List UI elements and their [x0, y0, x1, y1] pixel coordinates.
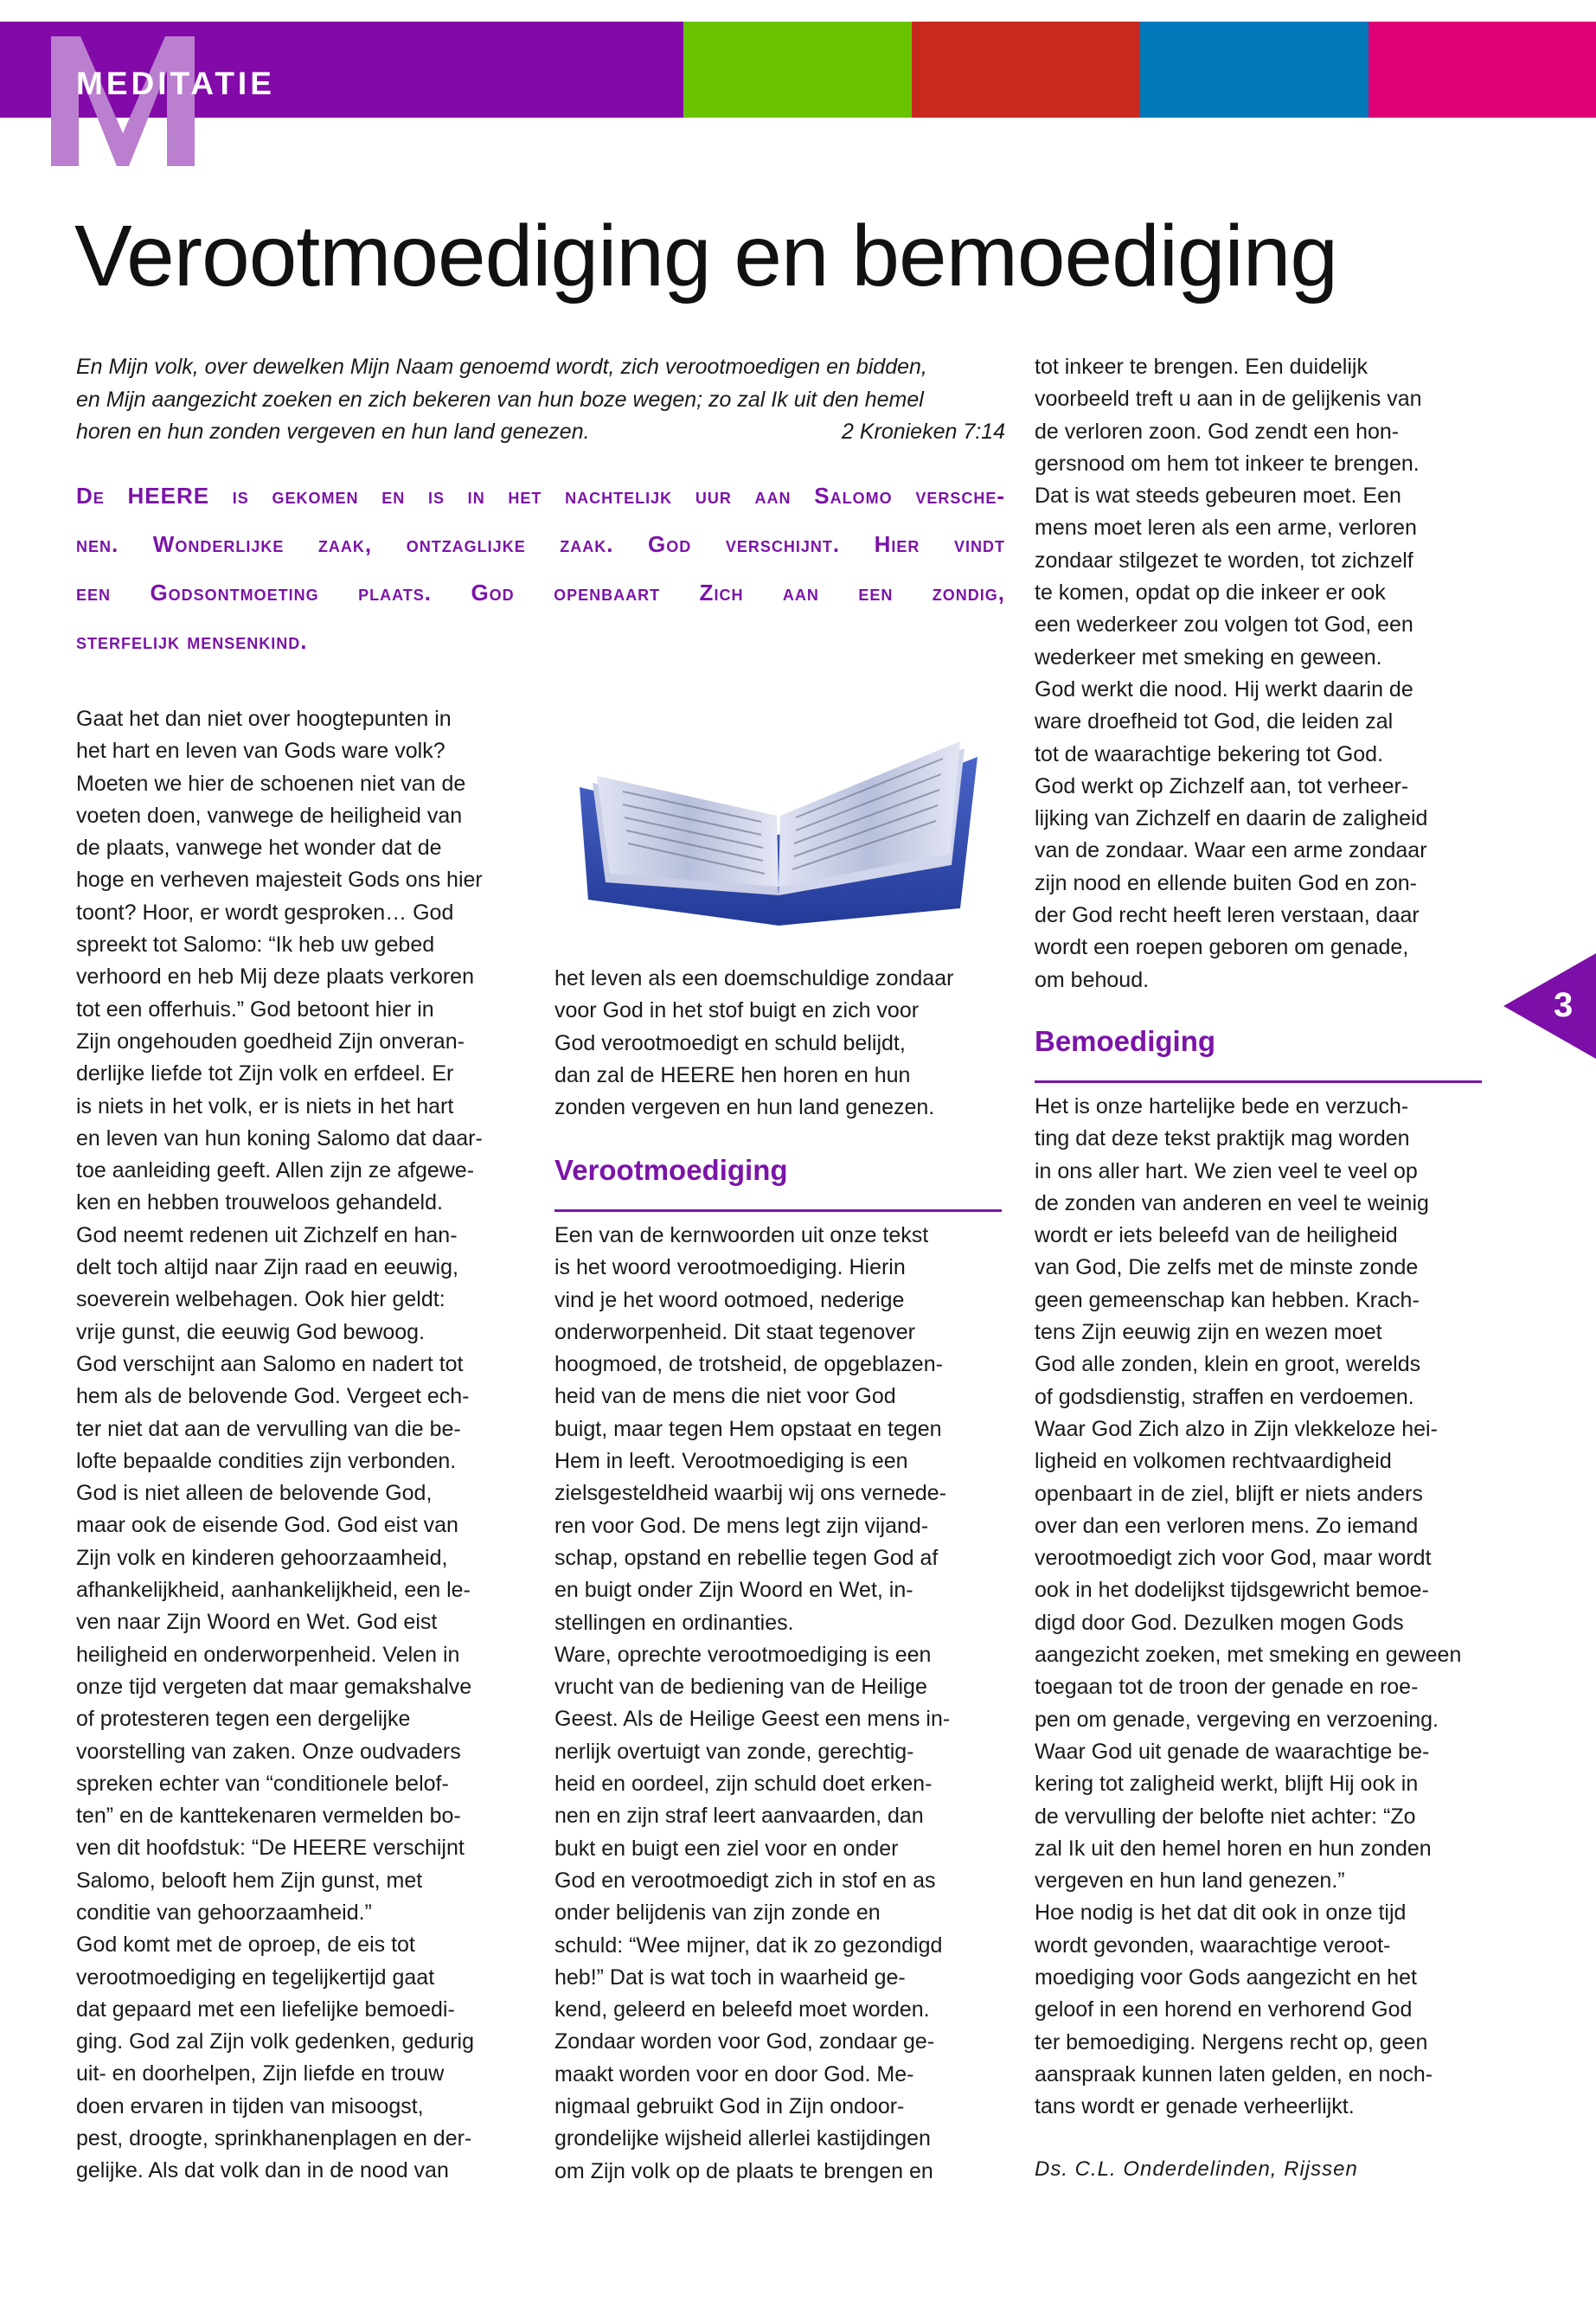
text-line: ter bemoediging. Nergens recht op, geen — [1035, 2029, 1428, 2054]
text-line: vrucht van de bediening van de Heilige — [554, 1675, 927, 1700]
text-line: nen en zijn straf leert aanvaarden, dan — [554, 1804, 924, 1829]
text-line: Geest. Als de Heilige Geest een mens in- — [554, 1707, 951, 1732]
text-line: wordt een roepen geboren om genade, — [1035, 935, 1409, 960]
text-line: de verloren zoon. God zendt een hon- — [1035, 419, 1400, 444]
text-line: mens moet leren als een arme, verloren — [1035, 516, 1417, 541]
lead-line: een Godsontmoeting plaats. God openbaart Zich aan een zondig, — [76, 580, 1005, 606]
text-line: hem als de belovende God. Vergeet ech- — [76, 1384, 470, 1409]
lead-paragraph — [76, 471, 1005, 665]
text-line: tot een offerhuis.” God betoont hier in — [76, 997, 434, 1022]
text-line: voorbeeld treft u aan in de gelijkenis van — [1035, 387, 1422, 412]
heading-rule — [554, 1209, 1002, 1212]
text-line: heiligheid en onderworpenheid. Velen in — [76, 1642, 460, 1667]
scripture-reference: 2 Kronieken 7:14 — [841, 420, 1005, 444]
heading-verootmoediging: Verootmoediging — [554, 1154, 788, 1186]
text-line: pest, droogte, sprinkhanenplagen en der- — [76, 2126, 472, 2151]
text-line: Zijn ongehouden goedheid Zijn onveran- — [76, 1029, 465, 1054]
page-tab — [1503, 953, 1596, 1059]
text-line: van de zondaar. Waar een arme zondaar — [1035, 838, 1427, 863]
text-line: uit- en doorhelpen, Zijn liefde en trouw — [76, 2061, 445, 2086]
text-line: voeten doen, vanwege de heiligheid van — [76, 803, 463, 828]
text-line: der God recht heeft leren verstaan, daar — [1035, 903, 1420, 928]
text-line: Hem in leeft. Verootmoediging is een — [554, 1449, 908, 1474]
text-line: moediging voor Gods aangezicht en het — [1035, 1965, 1417, 1990]
text-line: aanspraak kunnen laten gelden, en noch- — [1035, 2061, 1433, 2086]
text-line: geen gemeenschap kan hebben. Krach- — [1035, 1287, 1420, 1312]
text-line: voorstelling van zaken. Onze oudvaders — [76, 1739, 461, 1764]
text-line: Moeten we hier de schoenen niet van de — [76, 771, 466, 796]
text-line: is het woord verootmoediging. Hierin — [554, 1255, 906, 1280]
text-line: buigt, maar tegen Hem opstaat en tegen — [554, 1416, 942, 1441]
text-line: zondaar stilgezet te worden, tot zichzelf — [1035, 548, 1413, 573]
text-line: tot inkeer te brengen. Een duidelijk — [1035, 355, 1368, 379]
text-line: Salomo, belooft hem Zijn gunst, met — [76, 1868, 423, 1893]
quote-line: En Mijn volk, over dewelken Mijn Naam genoemd wordt, zich verootmoedigen en bidden, — [76, 355, 927, 379]
open-bible-image — [571, 705, 986, 930]
lead-line: De HEERE is gekomen en is in het nachtelijk uur aan Salomo versche- — [76, 483, 1005, 509]
text-line: Waar God uit genade de waarachtige be- — [1035, 1739, 1430, 1764]
text-line: ook in het dodelijkst tijdsgewricht bemoe- — [1035, 1578, 1429, 1603]
text-line: ten” en de kanttekenaren vermelden bo- — [76, 1804, 461, 1829]
text-line: tot de waarachtige bekering tot God. — [1035, 741, 1384, 766]
text-line: nerlijk overtuigt van zonde, gerechtig- — [554, 1739, 914, 1764]
text-line: ven naar Zijn Woord en Wet. God eist — [76, 1610, 438, 1635]
text-line: tens Zijn eeuwig zijn en wezen moet — [1035, 1320, 1382, 1345]
text-line: kering tot zaligheid werkt, blijft Hij ook in — [1035, 1772, 1419, 1797]
heading-bemoediging: Bemoediging — [1035, 1025, 1216, 1057]
header-bar-blue — [1140, 22, 1368, 118]
text-line: ting dat deze tekst praktijk mag worden — [1035, 1126, 1410, 1151]
text-line: schap, opstand en rebellie tegen God af — [554, 1545, 939, 1570]
text-line: tans wordt er genade verheerlijkt. — [1035, 2094, 1355, 2119]
text-line: Zondaar worden voor God, zondaar ge- — [554, 2029, 935, 2054]
text-line: gersnood om hem tot inkeer te brengen. — [1035, 451, 1420, 476]
text-line: wederkeer met smeking en geween. — [1035, 644, 1382, 670]
lead-line: nen. Wonderlijke zaak, ontzaglijke zaak. God verschijnt. Hier vindt — [76, 531, 1005, 557]
text-line: de zonden van anderen en veel te weinig — [1035, 1190, 1429, 1215]
text-line: of protesteren tegen een dergelijke — [76, 1707, 411, 1732]
text-line: conditie van gehoorzaamheid.” — [76, 1900, 372, 1925]
text-line: pen om genade, vergeving en verzoening. — [1035, 1707, 1439, 1732]
text-line: toont? Hoor, er wordt gesproken… God — [76, 900, 454, 925]
text-line: ging. God zal Zijn volk gedenken, gedurig — [76, 2029, 475, 2054]
text-line: aangezicht zoeken, met smeking en geween — [1035, 1643, 1462, 1668]
quote-line: en Mijn aangezicht zoeken en zich bekeren van hun boze wegen; zo zal Ik uit den hemel — [76, 387, 924, 412]
text-line: Een van de kernwoorden uit onze tekst — [554, 1223, 929, 1247]
text-line: is niets in het volk, er is niets in het hart — [76, 1093, 454, 1118]
text-line: over dan een verloren mens. Zo iemand — [1035, 1513, 1419, 1538]
text-line: om behoud. — [1035, 967, 1150, 992]
text-line: ken en hebben trouweloos gehandeld. — [76, 1190, 443, 1215]
text-line: maar ook de eisende God. God eist van — [76, 1513, 458, 1538]
text-line: wordt er iets beleefd van de heiligheid — [1035, 1223, 1398, 1248]
text-line: lijking van Zichzelf en daarin de zaligheid — [1035, 806, 1428, 831]
text-line: en leven van hun koning Salomo dat daar- — [76, 1125, 483, 1150]
text-line: Zijn volk en kinderen gehoorzaamheid, — [76, 1545, 448, 1570]
text-line: om Zijn volk op de plaats te brengen en — [554, 2158, 933, 2183]
text-line: te komen, opdat op die inkeer er ook — [1035, 580, 1386, 606]
article-title: Verootmoediging en bemoediging — [74, 208, 1337, 304]
text-line: dan zal de HEERE hen horen en hun — [554, 1062, 911, 1087]
text-line: het leven als een doemschuldige zondaar — [554, 966, 954, 990]
text-line: God komt met de oproep, de eis tot — [76, 1932, 415, 1958]
text-line: stellingen en ordinanties. — [554, 1610, 794, 1635]
text-line: spreekt tot Salomo: “Ik heb uw gebed — [76, 933, 435, 958]
column-2-body — [554, 1220, 950, 2188]
text-line: God en verootmoedigt zich in stof en as — [554, 1868, 936, 1893]
text-line: heb!” Dat is wat toch in waarheid ge- — [554, 1965, 906, 1990]
text-line: grondelijke wijsheid allerlei kastijdingen — [554, 2126, 931, 2151]
text-line: ter niet dat aan de vervulling van die be- — [76, 1416, 461, 1441]
text-line: onderworpenheid. Dit staat tegenover — [554, 1319, 915, 1344]
text-line: hoogmoed, de trotsheid, de opgeblazen- — [554, 1352, 943, 1377]
text-line: maakt worden voor en door God. Me- — [554, 2061, 914, 2086]
text-line: de vervulling der belofte niet achter: “Zo — [1035, 1804, 1416, 1829]
text-line: heid van de mens die niet voor God — [554, 1384, 896, 1409]
text-line: Gaat het dan niet over hoogtepunten in — [76, 707, 452, 731]
text-line: God werkt die nood. Hij werkt daarin de — [1035, 676, 1413, 702]
text-line: ren voor God. De mens legt zijn vijand- — [554, 1513, 929, 1538]
text-line: vrije gunst, die eeuwig God bewoog. — [76, 1319, 426, 1344]
text-line: Waar God Zich alzo in Zijn vlekkeloze hei- — [1035, 1416, 1438, 1441]
text-line: het hart en leven van Gods ware volk? — [76, 739, 445, 764]
header-bar-pink — [1368, 22, 1596, 118]
text-line: onder belijdenis van zijn zonde en — [554, 1900, 881, 1926]
text-line: vergeven en hun land genezen.” — [1035, 1868, 1345, 1894]
column-2-intro — [554, 963, 953, 1124]
text-line: verhoord en heb Mij deze plaats verkoren — [76, 965, 474, 990]
text-line: heid en oordeel, zijn schuld doet erken- — [554, 1772, 933, 1797]
text-line: zal Ik uit den hemel horen en hun zonden — [1035, 1836, 1432, 1861]
text-line: zonden vergeven en hun land genezen. — [554, 1095, 935, 1120]
text-line: derlijke liefde tot Zijn volk en erfdeel. Er — [76, 1061, 454, 1086]
text-line: God werkt op Zichzelf aan, tot verheer- — [1035, 773, 1409, 798]
page-number: 3 — [1554, 986, 1574, 1024]
text-line: kend, geleerd en beleefd moet worden. — [554, 1997, 930, 2022]
text-line: een wederkeer zou volgen tot God, een — [1035, 612, 1413, 638]
text-line: toe aanleiding geeft. Allen zijn ze afgewe- — [76, 1158, 475, 1183]
text-line: spreken echter van “conditionele belof- — [76, 1771, 449, 1796]
scripture-quote — [76, 351, 1005, 449]
text-line: delt toch altijd naar Zijn raad en eeuwig, — [76, 1255, 458, 1280]
column-1-body — [76, 703, 483, 2188]
text-line: zielsgesteldheid waarbij wij ons vernede- — [554, 1481, 947, 1506]
author-signature: Ds. C.L. Onderdelinden, Rijssen — [1035, 2157, 1358, 2181]
text-line: hoge en verheven majesteit Gods ons hier — [76, 868, 483, 893]
text-line: Ware, oprechte verootmoediging is een — [554, 1642, 932, 1667]
text-line: wordt gevonden, waarachtige veroot- — [1035, 1932, 1391, 1958]
text-line: de plaats, vanwege het wonder dat de — [76, 836, 442, 861]
text-line: Hoe nodig is het dat dit ook in onze tijd — [1035, 1900, 1407, 1926]
text-line: God neemt redenen uit Zichzelf en han- — [76, 1222, 458, 1247]
text-line: verootmoediging en tegelijkertijd gaat — [76, 1965, 435, 1990]
text-line: God verootmoedigt en schuld belijdt, — [554, 1030, 906, 1055]
text-line: lofte bepaalde condities zijn verbonden. — [76, 1448, 457, 1473]
text-line: geloof in een horend en verhorend God — [1035, 1997, 1413, 2022]
text-line: ligheid en volkomen rechtvaardigheid — [1035, 1449, 1392, 1474]
text-line: dat gepaard met een liefelijke bemoedi- — [76, 1997, 455, 2022]
text-line: onze tijd vergeten dat maar gemakshalve — [76, 1674, 472, 1699]
text-line: openbaart in de ziel, blijft er niets anders — [1035, 1481, 1423, 1506]
text-line: gelijke. Als dat volk dan in de nood van — [76, 2158, 449, 2183]
header-bar-green — [683, 22, 912, 118]
column-3-body — [1035, 1091, 1461, 2124]
column-3-intro — [1035, 351, 1427, 997]
text-line: Dat is wat steeds gebeuren moet. Een — [1035, 484, 1401, 509]
heading-rule — [1035, 1080, 1482, 1083]
text-line: schuld: “Wee mijner, dat ik zo gezondigd — [554, 1932, 943, 1958]
text-line: vind je het woord ootmoed, nederige — [554, 1287, 905, 1312]
section-label: MEDITATIE — [76, 66, 275, 101]
text-line: soeverein welbehagen. Ook hier geldt: — [76, 1287, 445, 1312]
text-line: God alle zonden, klein en groot, werelds — [1035, 1352, 1421, 1377]
text-line: voor God in het stof buigt en zich voor — [554, 998, 920, 1023]
text-line: God verschijnt aan Salomo en nadert tot — [76, 1351, 464, 1376]
text-line: van God, Die zelfs met de minste zonde — [1035, 1255, 1419, 1280]
text-line: verootmoedigt zich voor God, maar wordt — [1035, 1546, 1432, 1571]
text-line: digd door God. Dezulken mogen Gods — [1035, 1610, 1404, 1635]
lead-line: sterfelijk mensenkind. — [76, 628, 308, 654]
text-line: toegaan tot de troon der genade en roe- — [1035, 1675, 1419, 1700]
text-line: ven dit hoofdstuk: “De HEERE verschijnt — [76, 1836, 465, 1861]
text-line: in ons aller hart. We zien veel te veel op — [1035, 1158, 1418, 1183]
text-line: bukt en buigt een ziel voor en onder — [554, 1836, 899, 1861]
text-line: nigmaal gebruikt God in Zijn ondoor- — [554, 2094, 905, 2119]
text-line: ware droefheid tot God, die leiden zal — [1035, 709, 1394, 734]
text-line: afhankelijkheid, aanhankelijkheid, een le- — [76, 1578, 471, 1603]
text-line: doen ervaren in tijden van misoogst, — [76, 2093, 424, 2118]
text-line: of godsdienstig, straffen en verdoemen. — [1035, 1384, 1414, 1409]
quote-line: horen en hun zonden vergeven en hun land genezen. — [76, 420, 590, 444]
text-line: Het is onze hartelijke bede en verzuch- — [1035, 1094, 1409, 1118]
text-line: God is niet alleen de belovende God, — [76, 1481, 433, 1506]
header-bar-red — [912, 22, 1140, 118]
text-line: en buigt onder Zijn Woord en Wet, in- — [554, 1578, 913, 1603]
text-line: zijn nood en ellende buiten God en zon- — [1035, 870, 1417, 895]
